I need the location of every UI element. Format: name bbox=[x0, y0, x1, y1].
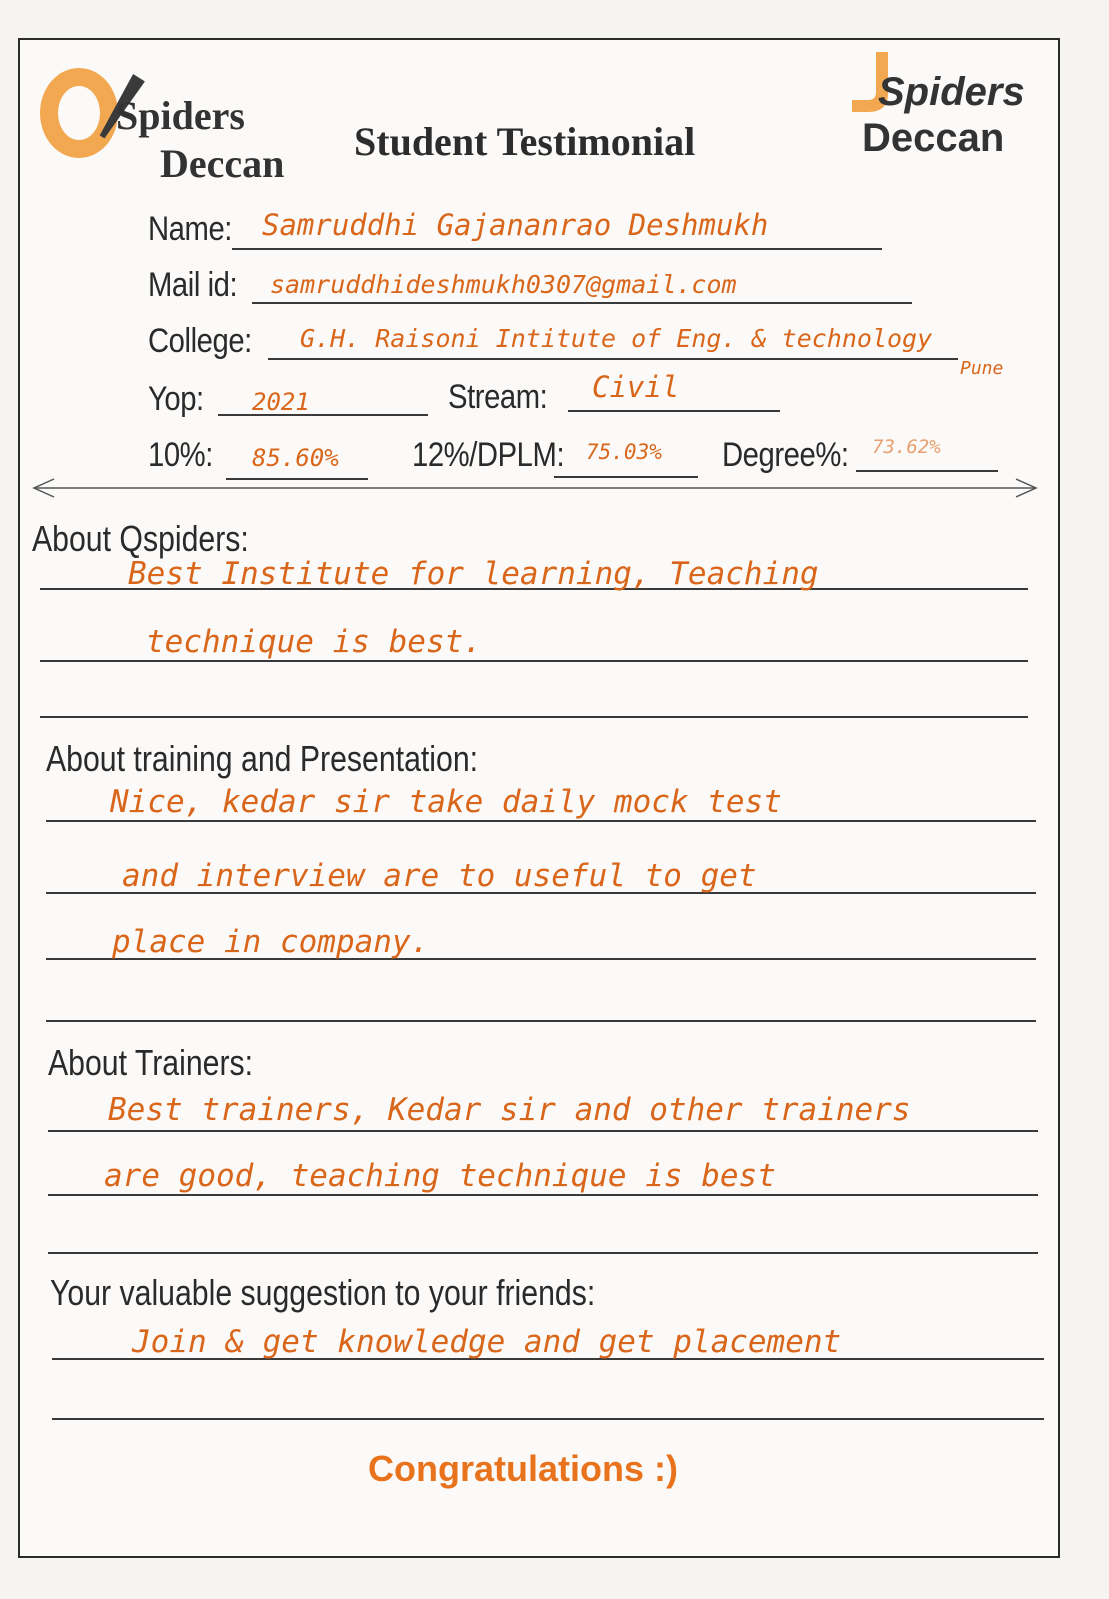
mail-underline bbox=[252, 302, 912, 304]
suggestion-text-1: Join & get knowledge and get placement bbox=[132, 1324, 842, 1360]
stream-underline bbox=[568, 410, 780, 412]
degree-value: 73.62% bbox=[872, 436, 941, 458]
tenth-label: 10%: bbox=[148, 436, 213, 474]
twelfth-label: 12%/DPLM: bbox=[412, 436, 565, 474]
degree-label: Degree%: bbox=[722, 436, 849, 474]
name-value: Samruddhi Gajananrao Deshmukh bbox=[262, 208, 769, 242]
stream-label: Stream: bbox=[448, 378, 548, 416]
about-qspiders-text-1: Best Institute for learning, Teaching bbox=[128, 556, 819, 592]
name-underline bbox=[232, 248, 882, 250]
training-line-1 bbox=[46, 820, 1036, 822]
logo-left-line1: Spiders bbox=[116, 93, 245, 138]
divider-arrow-icon bbox=[28, 476, 1044, 500]
q-logo-ring bbox=[40, 68, 118, 158]
qspiders-line-2 bbox=[40, 660, 1028, 662]
logo-left-line2: Deccan bbox=[160, 141, 285, 186]
twelfth-value: 75.03% bbox=[586, 440, 662, 464]
college-value-extra: Pune bbox=[960, 358, 1004, 379]
qspiders-line-3 bbox=[40, 716, 1028, 718]
yop-value: 2021 bbox=[252, 388, 310, 416]
college-value: G.H. Raisoni Intitute of Eng. & technology bbox=[300, 324, 933, 353]
training-text-1: Nice, kedar sir take daily mock test bbox=[110, 784, 782, 820]
mail-value: samruddhideshmukh0307@gmail.com bbox=[270, 270, 737, 299]
logo-right-line2: Deccan bbox=[862, 116, 1005, 160]
trainers-text-2: are good, teaching technique is best bbox=[104, 1158, 776, 1194]
congratulations-text: Congratulations :) bbox=[368, 1448, 678, 1489]
yop-label: Yop: bbox=[148, 380, 204, 418]
training-line-4 bbox=[46, 1020, 1036, 1022]
about-qspiders-text-2: technique is best. bbox=[146, 624, 482, 660]
training-text-3: place in company. bbox=[112, 924, 430, 960]
logo-right-line1: Spiders bbox=[878, 70, 1025, 114]
college-underline bbox=[268, 358, 958, 360]
trainers-line-1 bbox=[48, 1130, 1038, 1132]
trainers-line-2 bbox=[48, 1194, 1038, 1196]
trainers-text-1: Best trainers, Kedar sir and other trainers bbox=[108, 1092, 911, 1128]
tenth-value: 85.60% bbox=[252, 444, 339, 472]
mail-label: Mail id: bbox=[148, 266, 238, 304]
testimonial-sheet bbox=[18, 38, 1060, 1558]
training-text-2: and interview are to useful to get bbox=[122, 858, 757, 894]
stream-value: Civil bbox=[592, 370, 680, 404]
suggestion-line-2 bbox=[52, 1418, 1044, 1420]
name-label: Name: bbox=[148, 210, 232, 248]
trainers-label: About Trainers: bbox=[48, 1042, 254, 1083]
college-label: College: bbox=[148, 322, 252, 360]
suggestion-label: Your valuable suggestion to your friends: bbox=[50, 1272, 596, 1313]
training-label: About training and Presentation: bbox=[46, 738, 479, 779]
page-title: Student Testimonial bbox=[354, 119, 696, 164]
trainers-line-3 bbox=[48, 1252, 1038, 1254]
yop-underline bbox=[218, 414, 428, 416]
degree-underline bbox=[856, 470, 998, 472]
about-qspiders-label: About Qspiders: bbox=[32, 518, 249, 559]
